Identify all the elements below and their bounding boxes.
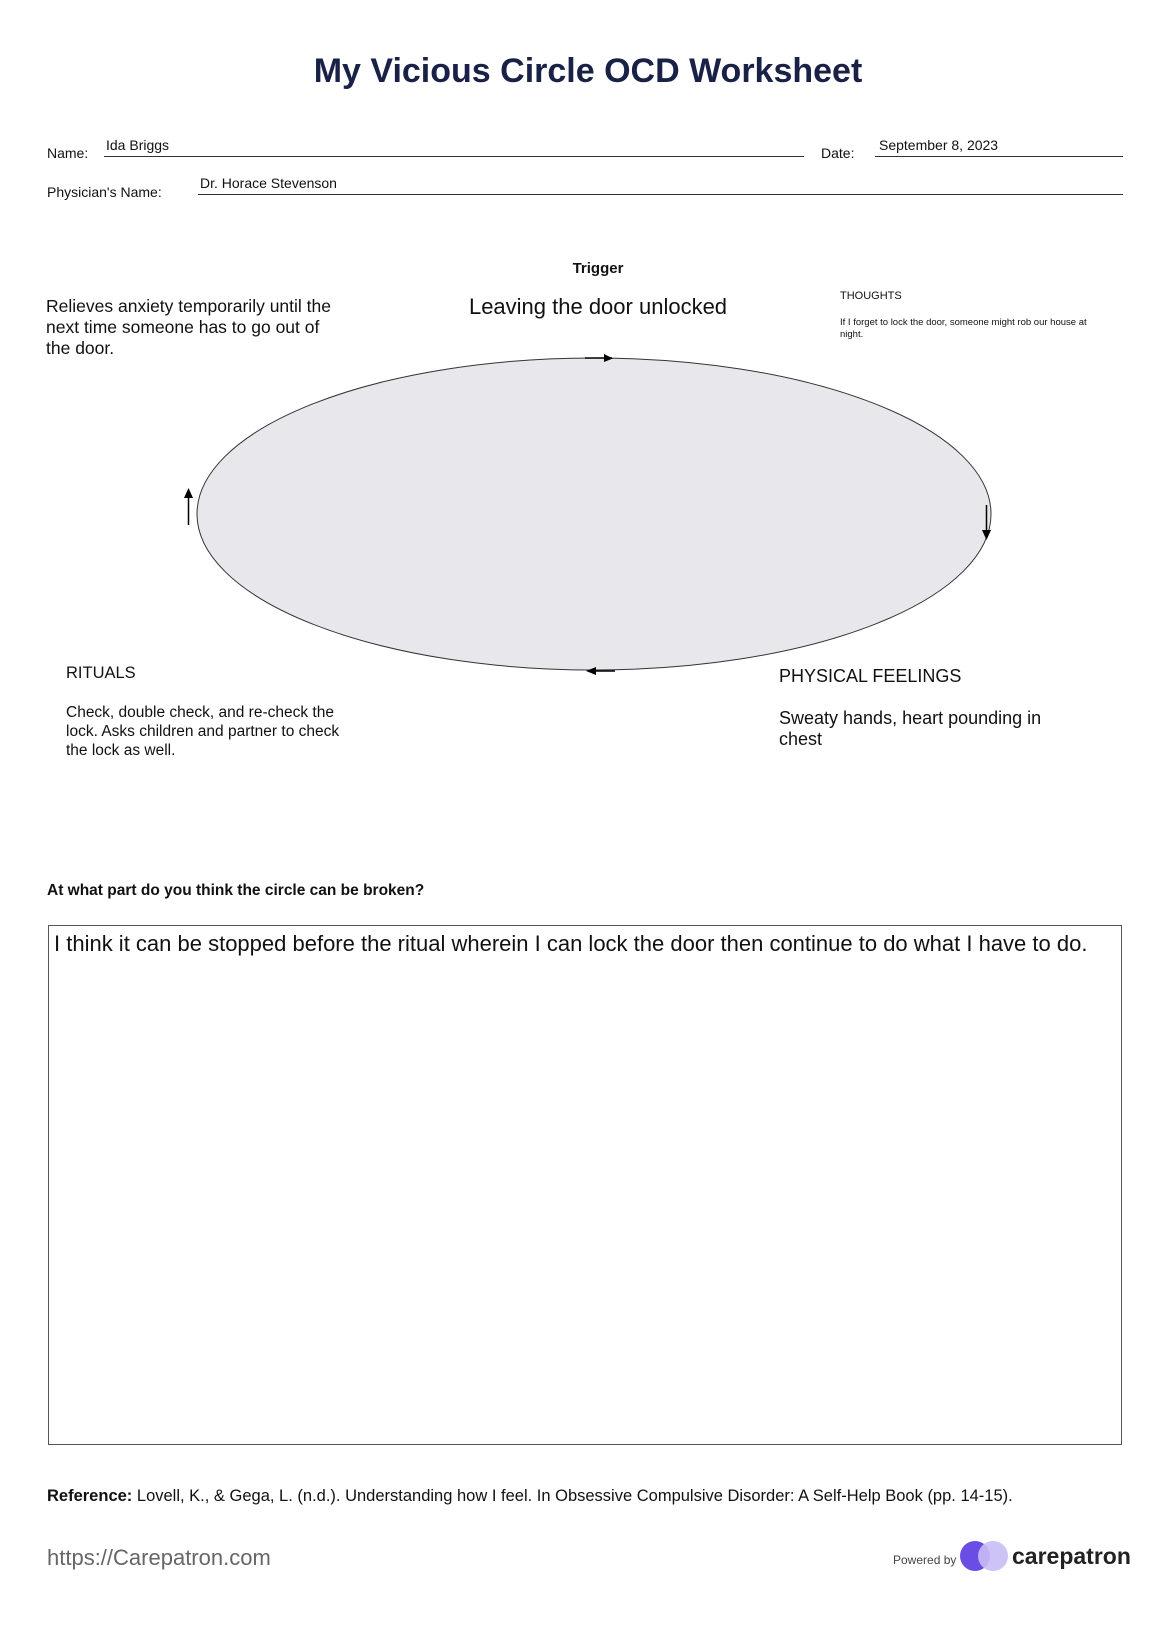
carepatron-brand: carepatron — [1012, 1543, 1131, 1569]
physician-value[interactable]: Dr. Horace Stevenson — [200, 175, 337, 191]
page-title: My Vicious Circle OCD Worksheet — [313, 52, 863, 90]
carepatron-logo-icon-2 — [978, 1541, 1008, 1571]
physical-text: Sweaty hands, heart pounding in chest — [779, 708, 1042, 749]
physical-label: PHYSICAL FEELINGS — [779, 666, 962, 686]
date-value[interactable]: September 8, 2023 — [879, 137, 999, 153]
thoughts-text: If I forget to lock the door, someone might rob our house at night. — [840, 317, 1087, 340]
reference-label: Reference: — [47, 1487, 133, 1505]
carepatron-link[interactable]: https://Carepatron.com — [47, 1545, 271, 1570]
trigger-label: Trigger — [572, 260, 624, 277]
reference — [47, 1487, 1013, 1506]
rituals-text: Check, double check, and re-check the lock. Asks children and partner to check the lock as well. — [66, 704, 340, 759]
physician-line — [198, 194, 1123, 195]
name-line — [104, 156, 804, 157]
relief-text: Relieves anxiety temporarily until the next time someone has to go out of the door. — [46, 296, 331, 358]
name-label: Name: — [47, 145, 89, 161]
circle-ellipse — [197, 358, 991, 670]
question-label: At what part do you think the circle can be broken? — [47, 882, 425, 899]
reference-text: Lovell, K., & Gega, L. (n.d.). Understanding how I feel. In Obsessive Compulsive Disorder: A Self-Help Book (pp. 14-15). — [136, 1487, 1013, 1505]
date-line — [875, 156, 1123, 157]
trigger-text: Leaving the door unlocked — [468, 294, 728, 319]
date-label: Date: — [821, 145, 855, 161]
vicious-circle-diagram — [0, 340, 1176, 680]
answer-textarea[interactable]: I think it can be stopped before the ritual wherein I can lock the door then continue to do what I have to do. — [48, 925, 1122, 1445]
thoughts-label: THOUGHTS — [840, 290, 902, 302]
powered-by-text: Powered by — [893, 1553, 957, 1567]
physician-label: Physician's Name: — [47, 184, 162, 200]
rituals-label: RITUALS — [66, 664, 136, 682]
name-value[interactable]: Ida Briggs — [106, 137, 170, 153]
